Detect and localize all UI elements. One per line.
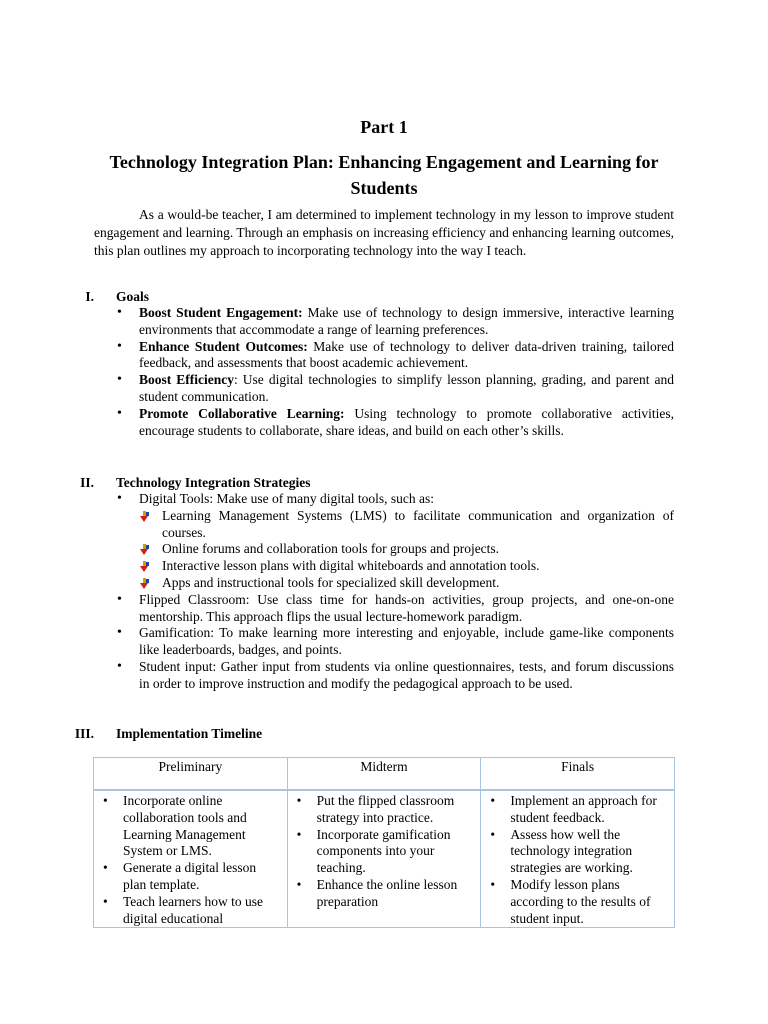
list-item: Online forums and collaboration tools for groups and projects.	[162, 541, 674, 558]
column-header-preliminary: Preliminary	[94, 758, 288, 791]
table-row	[94, 790, 675, 928]
list-item: • Student input: Gather input from students via online questionnaires, tests, and forum discussions in order to improve instruction and modify the pedagogical approach to be used.	[139, 659, 674, 693]
section-heading	[70, 725, 674, 742]
section-number: I.	[85, 289, 94, 304]
section-title: Goals	[116, 289, 150, 304]
list-item: • Boost Efficiency: Use digital technologies to simplify lesson planning, grading, and parent and student communication.	[139, 372, 674, 406]
section-timeline	[70, 725, 674, 742]
midterm-cell	[287, 790, 481, 928]
strategies-list	[70, 491, 674, 693]
section-title: Implementation Timeline	[116, 726, 263, 741]
list-item: • Enhance Student Outcomes: Make use of technology to deliver data-driven training, tailored feedback, and assessments that boost academic achievement.	[139, 339, 674, 373]
list-item: • Digital Tools: Make use of many digital tools, such as: Learning Management Systems (LMS) to facilitate communication and organization of courses. Online forums and collaboration tools for groups and projects. Interactive lesson plans with digital whiteboards and annotation tools. Apps and instructional tools for specialized skill development.	[139, 491, 674, 592]
list-item: • Implement an approach for student feedback.	[510, 793, 668, 827]
section-number: II.	[80, 475, 94, 490]
list-item: • Generate a digital lesson plan template.	[123, 860, 281, 894]
section-heading	[70, 288, 674, 305]
list-item: • Teach learners how to use digital educational	[123, 894, 281, 928]
list-item: • Enhance the online lesson preparation	[317, 877, 475, 911]
list-item: Apps and instructional tools for specialized skill development.	[162, 575, 674, 592]
section-number: III.	[74, 726, 94, 741]
list-item: • Gamification: To make learning more interesting and enjoyable, include game-like components like leaderboards, badges, and points.	[139, 625, 674, 659]
list-item: • Incorporate online collaboration tools and Learning Management System or LMS.	[123, 793, 281, 860]
list-item: • Boost Student Engagement: Make use of technology to design immersive, interactive learning environments that accommodate a range of learning preferences.	[139, 305, 674, 339]
section-strategies	[70, 474, 674, 693]
section-goals	[70, 288, 674, 439]
arrow-down-icon	[140, 544, 150, 555]
intro-paragraph: As a would-be teacher, I am determined to implement technology in my lesson to improve student engagement and learning. Through an emphasis on increasing efficiency and enhancing learning outcomes, this plan outlines my approach to incorporating technology into the way I teach.	[94, 207, 674, 258]
list-item: • Assess how well the technology integration strategies are working.	[510, 827, 668, 877]
timeline-table	[93, 757, 675, 928]
list-item: • Put the flipped classroom strategy into practice.	[317, 793, 475, 827]
list-item: • Promote Collaborative Learning: Using technology to promote collaborative activities, encourage students to collaborate, share ideas, and build on each other’s skills.	[139, 406, 674, 440]
column-header-finals: Finals	[481, 758, 675, 791]
part-label: Part 1	[360, 117, 408, 137]
preliminary-cell	[94, 790, 288, 928]
finals-cell	[481, 790, 675, 928]
arrow-down-icon	[140, 561, 150, 572]
document-title: Technology Integration Plan: Enhancing Engagement and Learning for Students	[109, 152, 659, 198]
table-header-row	[94, 758, 675, 791]
list-item: Interactive lesson plans with digital whiteboards and annotation tools.	[162, 558, 674, 575]
list-item: • Flipped Classroom: Use class time for hands-on activities, group projects, and one-on-one mentorship. This approach flips the usual lecture-homework paradigm.	[139, 592, 674, 626]
section-title: Technology Integration Strategies	[116, 475, 311, 490]
column-header-midterm: Midterm	[287, 758, 481, 791]
section-heading	[70, 474, 674, 491]
arrow-down-icon	[140, 511, 150, 522]
list-item: Learning Management Systems (LMS) to facilitate communication and organization of courses.	[162, 508, 674, 542]
list-item: • Incorporate gamification components into your teaching.	[317, 827, 475, 877]
goals-list	[70, 305, 674, 439]
digital-tools-list	[139, 508, 674, 592]
list-item: • Modify lesson plans according to the results of student input.	[510, 877, 668, 927]
arrow-down-icon	[140, 578, 150, 589]
